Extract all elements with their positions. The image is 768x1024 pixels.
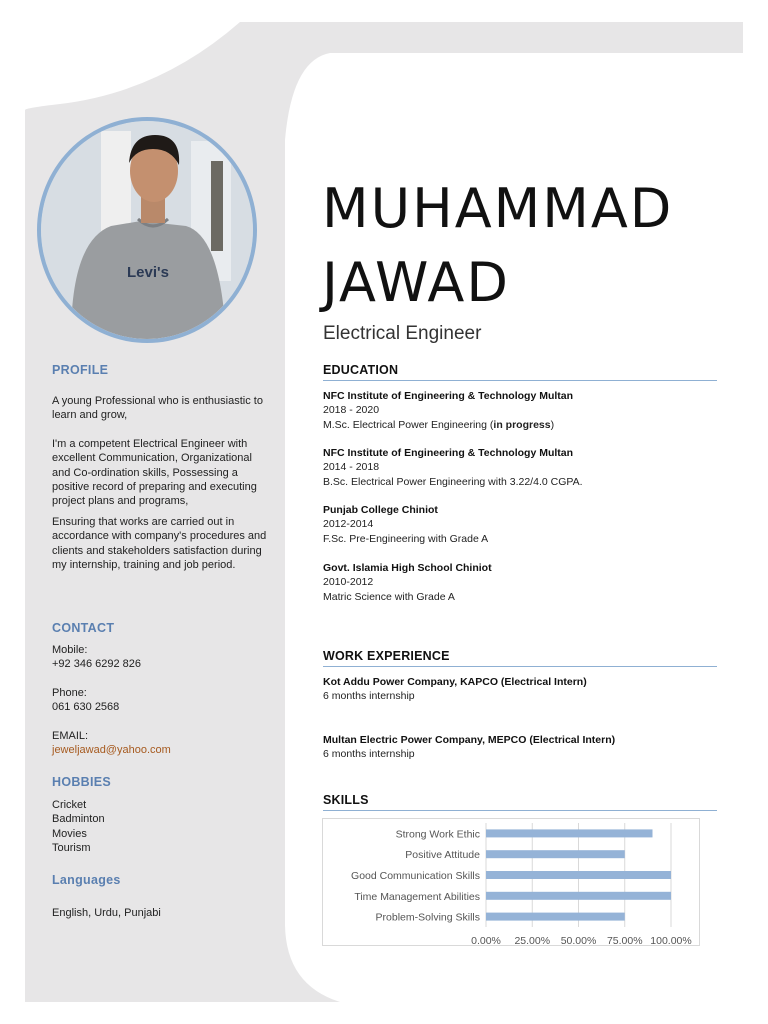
work-heading: WORK EXPERIENCE [323, 649, 717, 667]
email-link[interactable]: jeweljawad@yahoo.com [52, 744, 171, 757]
education-detail: Matric Science with Grade A [323, 590, 455, 603]
institution-name: Punjab College Chiniot [323, 504, 438, 516]
education-years: 2010-2012 [323, 576, 374, 589]
education-entry [323, 446, 717, 489]
profile-paragraph: Ensuring that works are carried out in accordance with company's procedures and clients and stakeholders satisfaction during my internship, training and job period. [52, 515, 267, 572]
chart-category-label: Positive Attitude [405, 849, 480, 862]
institution-name: Govt. Islamia High School Chiniot [323, 562, 492, 574]
work-duration: 6 months internship [323, 690, 415, 703]
contact-heading: CONTACT [52, 621, 115, 635]
profile-heading: PROFILE [52, 363, 109, 377]
hobby-item: Badminton [52, 813, 105, 826]
chart-x-tick-label: 25.00% [514, 935, 551, 947]
phone-label: Phone: [52, 686, 87, 699]
chart-bar [486, 871, 671, 879]
education-entry [323, 389, 717, 432]
hobbies-heading: HOBBIES [52, 775, 112, 789]
skills-chart-svg [323, 819, 701, 947]
phone-number: 061 630 2568 [52, 701, 120, 714]
hobby-item: Cricket [52, 799, 87, 811]
chart-x-tick-label: 100.00% [650, 935, 692, 947]
education-heading: EDUCATION [323, 363, 717, 381]
work-duration: 6 months internship [323, 748, 415, 761]
chart-x-tick-label: 0.00% [471, 935, 501, 947]
education-years: 2018 - 2020 [323, 404, 380, 417]
chart-category-label: Good Communication Skills [351, 870, 480, 882]
profile-text [52, 394, 267, 572]
chart-bar [486, 829, 653, 837]
profile-photo [37, 117, 257, 343]
mobile-number: +92 346 6292 826 [52, 658, 142, 671]
chart-bar [486, 892, 671, 900]
hobby-item: Movies [52, 827, 87, 840]
languages-text: English, Urdu, Punjabi [52, 907, 161, 919]
chart-category-label: Problem-Solving Skills [375, 911, 480, 924]
hobby-item: Tourism [52, 842, 91, 855]
chart-category-label: Time Management Abilities [354, 890, 480, 903]
institution-name: NFC Institute of Engineering & Technology Multan [323, 447, 574, 459]
profile-paragraph: I'm a competent Electrical Engineer with excellent Communication, Organizational and Co-ordination skills, Possessing a positive record of preparing and executing project plans and programs, [52, 437, 257, 508]
hobbies-list [52, 798, 267, 856]
education-entry [323, 503, 717, 546]
chart-category-label: Strong Work Ethic [395, 828, 480, 841]
education-years: 2012-2014 [323, 518, 374, 531]
profile-paragraph: A young Professional who is enthusiastic to learn and grow, [52, 395, 263, 422]
education-detail: M.Sc. Electrical Power Engineering (in progress) [323, 418, 555, 431]
skills-chart [322, 818, 700, 946]
institution-name: NFC Institute of Engineering & Technology Multan [323, 390, 574, 402]
education-entry [323, 561, 717, 604]
last-name: JAWAD [322, 251, 510, 314]
education-years: 2014 - 2018 [323, 461, 380, 474]
chart-x-tick-label: 50.00% [560, 935, 597, 947]
job-title: Electrical Engineer [323, 323, 482, 344]
email-label: EMAIL: [52, 729, 89, 742]
contact-block [52, 643, 267, 757]
work-title: Multan Electric Power Company, MEPCO (Electrical Intern) [323, 734, 616, 746]
chart-bar [486, 850, 625, 858]
skills-heading: SKILLS [323, 793, 717, 811]
education-detail: B.Sc. Electrical Power Engineering with 3.22/4.0 CGPA. [323, 475, 583, 488]
work-title: Kot Addu Power Company, KAPCO (Electrical Intern) [323, 676, 587, 688]
chart-x-tick-label: 75.00% [606, 935, 643, 947]
work-entry [323, 733, 717, 762]
education-detail: F.Sc. Pre-Engineering with Grade A [323, 532, 489, 545]
work-entry [323, 675, 717, 704]
first-name: MUHAMMAD [322, 177, 674, 240]
svg-text:Levi's: Levi's [127, 264, 169, 281]
languages-heading: Languages [52, 873, 121, 887]
chart-bar [486, 913, 625, 921]
mobile-label: Mobile: [52, 644, 88, 656]
